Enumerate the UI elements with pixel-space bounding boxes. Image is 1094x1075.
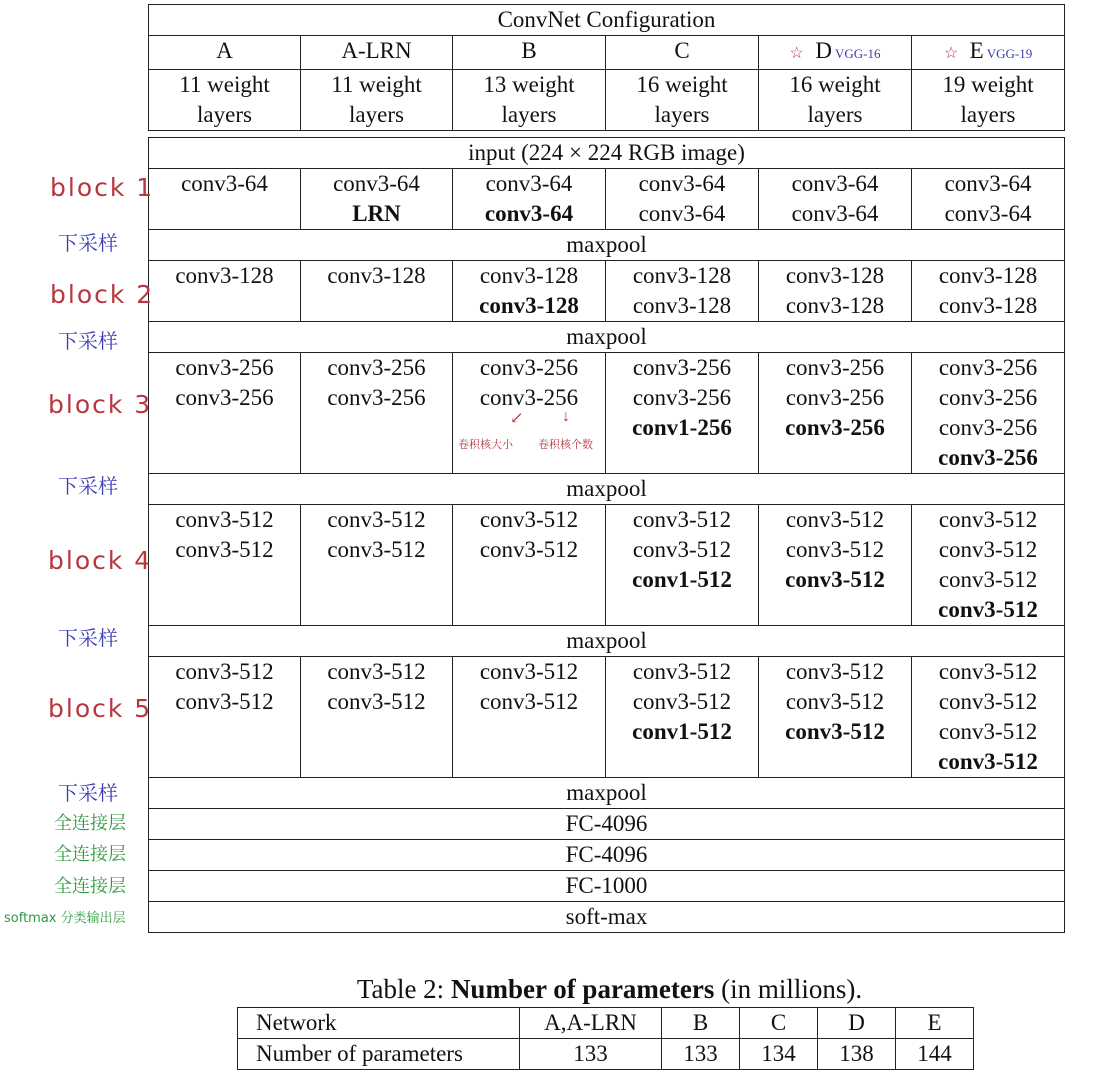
layer-entry: conv3-256 (632, 385, 732, 410)
maxpool-row: maxpool (149, 230, 1065, 261)
layer-cell (759, 353, 912, 474)
layer-entry: conv3-128 (785, 263, 885, 288)
layer-cell (606, 657, 759, 778)
layer-entry: conv3-128 (479, 263, 579, 288)
block-label: block 4 (48, 546, 153, 575)
layer-cell (912, 261, 1065, 322)
layer-entry: conv3-128 (327, 263, 426, 288)
layer-entry: conv3-512 (785, 659, 885, 684)
layer-entry: conv3-64 (333, 171, 420, 196)
block-label: block 2 (50, 280, 155, 309)
kernel-count-note: 卷积核个数 (538, 438, 593, 451)
layer-entry: conv1-512 (632, 719, 732, 744)
down-arrow-icon: ↙ (510, 410, 524, 427)
column-header (606, 36, 759, 70)
layer-entry: conv3-512 (175, 659, 274, 684)
layer-entry: conv3-256 (479, 385, 579, 410)
weight-layers-cell: 11 weight layers (149, 70, 301, 131)
params-header-cell: A,A-LRN (520, 1008, 662, 1039)
layer-entry: conv3-128 (479, 293, 579, 318)
layer-entry: conv3-512 (632, 659, 732, 684)
layer-entry: conv3-512 (479, 537, 579, 562)
params-value-cell: 133 (520, 1039, 662, 1070)
softmax-row: soft-max (149, 902, 1065, 933)
layer-cell (759, 261, 912, 322)
layer-cell (606, 353, 759, 474)
layer-entry: conv3-512 (938, 749, 1038, 774)
column-header (301, 36, 453, 70)
layer-entry: conv3-512 (938, 659, 1038, 684)
params-header-cell: D (818, 1008, 896, 1039)
layer-entry: LRN (352, 201, 401, 226)
params-value-cell: 134 (740, 1039, 818, 1070)
fc-label: 全连接层 (54, 876, 126, 897)
layer-entry: conv3-64 (181, 171, 268, 196)
block-row (149, 169, 1065, 230)
weight-layers-cell: 13 weight layers (453, 70, 606, 131)
layer-entry: conv3-512 (479, 507, 579, 532)
layer-entry: conv3-64 (484, 201, 574, 226)
layer-entry: conv3-512 (175, 507, 274, 532)
layer-cell (453, 353, 606, 474)
layer-entry: conv3-64 (638, 171, 726, 196)
layer-entry: conv3-256 (175, 355, 274, 380)
fc-row: FC-1000 (149, 871, 1065, 902)
layer-entry: conv3-512 (938, 719, 1038, 744)
weight-layers-cell: 19 weight layers (912, 70, 1065, 131)
layer-cell (301, 169, 453, 230)
layer-entry: conv3-256 (938, 415, 1038, 440)
layer-entry: conv3-128 (938, 293, 1038, 318)
layer-entry: conv3-256 (175, 385, 274, 410)
layer-entry: conv3-128 (632, 263, 732, 288)
layer-entry: conv3-512 (632, 689, 732, 714)
column-label: A-LRN (341, 38, 412, 63)
layer-entry: conv3-256 (785, 355, 885, 380)
layer-entry: conv1-512 (632, 567, 732, 592)
weight-layers-cell: 16 weight layers (606, 70, 759, 131)
downsample-label: 下采样 (58, 474, 118, 498)
layer-entry: conv3-512 (785, 689, 885, 714)
star-icon: ☆ (789, 45, 804, 62)
downsample-label: 下采样 (58, 329, 118, 353)
layer-entry: conv3-64 (791, 171, 879, 196)
layer-cell (912, 169, 1065, 230)
layer-entry: conv3-512 (175, 537, 274, 562)
block-row (149, 261, 1065, 322)
block-label: block 5 (48, 694, 153, 723)
layer-entry: conv3-256 (938, 385, 1038, 410)
column-header (759, 36, 912, 70)
layer-cell (453, 169, 606, 230)
vgg-note: VGG-16 (834, 46, 881, 61)
layer-entry: conv3-512 (938, 507, 1038, 532)
params-value-cell: 138 (818, 1039, 896, 1070)
layer-cell (301, 261, 453, 322)
fc-row: FC-4096 (149, 840, 1065, 871)
layer-entry: conv3-256 (479, 355, 579, 380)
layer-entry: conv1-256 (632, 415, 732, 440)
column-header (912, 36, 1065, 70)
params-value-cell: 133 (662, 1039, 740, 1070)
input-row: input (224 × 224 RGB image) (149, 138, 1065, 169)
layer-entry: conv3-256 (327, 355, 426, 380)
layer-cell (606, 505, 759, 626)
layer-cell (301, 657, 453, 778)
layer-entry: conv3-256 (938, 355, 1038, 380)
maxpool-row: maxpool (149, 626, 1065, 657)
weight-layers-cell: 11 weight layers (301, 70, 453, 131)
downsample-label: 下采样 (58, 626, 118, 650)
fc-label: 全连接层 (54, 813, 126, 834)
block-label: block 3 (48, 390, 153, 419)
fc-row: FC-4096 (149, 809, 1065, 840)
layer-cell (912, 657, 1065, 778)
layer-entry: conv3-512 (785, 567, 885, 592)
column-header (453, 36, 606, 70)
layer-cell (912, 353, 1065, 474)
column-label: B (521, 38, 537, 63)
fc-label: 全连接层 (54, 844, 126, 865)
layer-cell (759, 505, 912, 626)
layer-entry: conv3-128 (938, 263, 1038, 288)
layer-entry: conv3-64 (638, 201, 726, 226)
column-label: C (674, 38, 690, 63)
layer-entry: conv3-512 (632, 537, 732, 562)
layer-entry: conv3-512 (479, 689, 579, 714)
layer-entry: conv3-256 (938, 445, 1038, 470)
maxpool-row: maxpool (149, 778, 1065, 809)
layer-entry: conv3-512 (938, 597, 1038, 622)
layer-cell (453, 261, 606, 322)
layer-entry: conv3-64 (944, 171, 1032, 196)
layer-entry: conv3-64 (485, 171, 573, 196)
layer-entry: conv3-256 (632, 355, 732, 380)
maxpool-row: maxpool (149, 474, 1065, 505)
layer-cell (149, 169, 301, 230)
maxpool-row: maxpool (149, 322, 1065, 353)
params-value-cell: 144 (896, 1039, 974, 1070)
params-header-cell: B (662, 1008, 740, 1039)
params-header-cell: E (896, 1008, 974, 1039)
column-label: D (815, 38, 832, 63)
column-header (149, 36, 301, 70)
layer-entry: conv3-512 (327, 689, 426, 714)
kernel-size-note: 卷积核大小 (458, 438, 513, 451)
down-arrow-icon: ↓ (562, 408, 570, 425)
table-caption: Table 2: Number of parameters (in millions). (356, 974, 863, 1004)
layer-cell (453, 505, 606, 626)
layer-cell (149, 657, 301, 778)
layer-entry: conv3-64 (944, 201, 1032, 226)
layer-entry: conv3-512 (327, 659, 426, 684)
weight-layers-cell: 16 weight layers (759, 70, 912, 131)
layer-entry: conv3-128 (632, 293, 732, 318)
block-row (149, 505, 1065, 626)
layer-cell (606, 169, 759, 230)
column-label: A (216, 38, 233, 63)
parameters-table (237, 1007, 974, 1070)
layer-entry: conv3-512 (785, 719, 885, 744)
layer-cell (912, 505, 1065, 626)
downsample-label: 下采样 (58, 231, 118, 255)
table-title: ConvNet Configuration (149, 5, 1065, 36)
layer-cell (453, 657, 606, 778)
star-icon: ☆ (943, 45, 959, 62)
softmax-label: softmax 分类输出层 (4, 911, 126, 926)
column-label: E (969, 38, 984, 63)
block-label: block 1 (50, 173, 155, 202)
layer-cell (149, 261, 301, 322)
layer-cell (301, 353, 453, 474)
layer-entry: conv3-512 (479, 659, 579, 684)
layer-entry: conv3-512 (327, 507, 426, 532)
layer-entry: conv3-256 (785, 415, 885, 440)
convnet-config-table (148, 4, 1065, 933)
layer-entry: conv3-128 (175, 263, 274, 288)
block-row (149, 657, 1065, 778)
layer-cell (759, 169, 912, 230)
layer-cell (149, 353, 301, 474)
layer-entry: conv3-128 (785, 293, 885, 318)
layer-entry: conv3-512 (938, 689, 1038, 714)
layer-cell (606, 261, 759, 322)
layer-entry: conv3-256 (327, 385, 426, 410)
layer-entry: conv3-512 (938, 567, 1038, 592)
layer-entry: conv3-512 (938, 537, 1038, 562)
layer-entry: conv3-64 (791, 201, 879, 226)
layer-cell (301, 505, 453, 626)
layer-entry: conv3-512 (632, 507, 732, 532)
vgg-note: VGG-19 (986, 46, 1033, 61)
layer-entry: conv3-512 (785, 537, 885, 562)
params-header-cell: Network (238, 1008, 520, 1039)
layer-cell (149, 505, 301, 626)
layer-cell (759, 657, 912, 778)
layer-entry: conv3-512 (785, 507, 885, 532)
layer-entry: conv3-512 (175, 689, 274, 714)
downsample-label: 下采样 (58, 781, 118, 805)
params-value-cell: Number of parameters (238, 1039, 520, 1070)
layer-entry: conv3-512 (327, 537, 426, 562)
layer-entry: conv3-256 (785, 385, 885, 410)
block-row (149, 353, 1065, 474)
params-header-cell: C (740, 1008, 818, 1039)
